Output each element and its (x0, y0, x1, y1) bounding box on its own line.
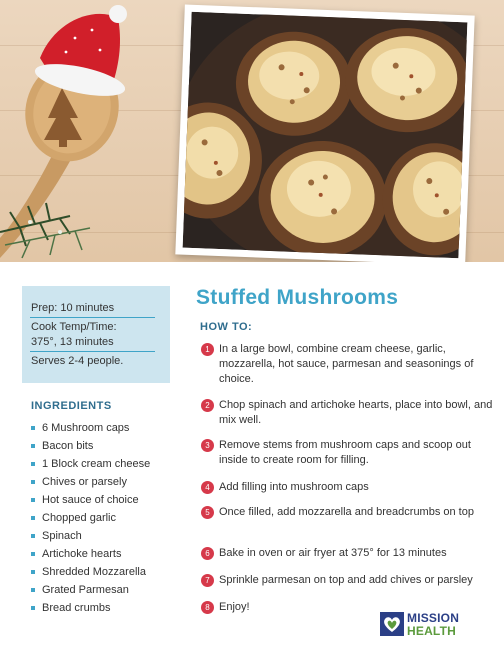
bullet-icon (31, 606, 35, 610)
ingredient-item (31, 511, 150, 529)
prep-time: Prep: 10 minutes (31, 302, 115, 314)
logo-text-mission: MISSION (407, 611, 460, 625)
bullet-icon (31, 570, 35, 574)
how-to-heading: HOW TO: (200, 321, 253, 333)
ingredient-text: Bacon bits (42, 440, 94, 452)
bullet-icon (31, 588, 35, 592)
ingredient-item (31, 547, 150, 565)
step-text: Once filled, add mozzarella and breadcrumbs on top (219, 506, 474, 518)
ingredient-text: Bread crumbs (42, 602, 111, 614)
hero-image (0, 0, 504, 262)
ingredient-text: Artichoke hearts (42, 548, 122, 560)
ingredient-text: Chopped garlic (42, 512, 116, 524)
step-text: Sprinkle parmesan on top and add chives or parsley (219, 574, 473, 586)
step-number-badge: 7 (201, 574, 214, 587)
ingredient-text: Spinach (42, 530, 82, 542)
info-divider (30, 351, 155, 352)
bullet-icon (31, 480, 35, 484)
step-text: Add filling into mushroom caps (219, 481, 369, 493)
step-number-badge: 3 (201, 439, 214, 452)
bullet-icon (31, 444, 35, 448)
ingredient-text: Chives or parsely (42, 476, 127, 488)
ingredient-text: Grated Parmesan (42, 584, 129, 596)
step-number-badge: 5 (201, 506, 214, 519)
ingredients-heading: INGREDIENTS (31, 400, 112, 412)
spoon-decoration (0, 0, 200, 262)
step-number-badge: 2 (201, 399, 214, 412)
step-number-badge: 4 (201, 481, 214, 494)
servings: Serves 2-4 people. (31, 355, 124, 367)
bullet-icon (31, 534, 35, 538)
ingredient-item (31, 421, 150, 439)
ingredient-item (31, 529, 150, 547)
step-text: Enjoy! (219, 601, 250, 613)
step-number-badge: 8 (201, 601, 214, 614)
ingredient-item (31, 601, 150, 619)
ingredient-item (31, 439, 150, 457)
heart-logo-icon (380, 612, 404, 636)
bullet-icon (31, 552, 35, 556)
step-number-badge: 6 (201, 547, 214, 560)
step-text: Remove stems from mushroom caps and scoop out inside to create room for filling. (219, 439, 471, 466)
ingredient-text: 6 Mushroom caps (42, 422, 130, 434)
recipe-info-box (22, 286, 170, 383)
step-text: In a large bowl, combine cream cheese, garlic, mozzarella, hot sauce, parmesan and seasonings of choice. (219, 343, 474, 385)
ingredient-item (31, 565, 150, 583)
step-text: Chop spinach and artichoke hearts, place into bowl, and mix well. (219, 399, 493, 426)
ingredient-text: Shredded Mozzarella (42, 566, 146, 578)
ingredient-text: 1 Block cream cheese (42, 458, 151, 470)
bullet-icon (31, 462, 35, 466)
ingredient-text: Hot sauce of choice (42, 494, 139, 506)
cook-temp-label: Cook Temp/Time: (31, 321, 117, 333)
step-number-badge: 1 (201, 343, 214, 356)
cook-temp-value: 375°, 13 minutes (31, 336, 114, 348)
info-divider (30, 317, 155, 318)
ingredients-list (31, 421, 150, 619)
logo-text-health: HEALTH (407, 624, 456, 638)
ingredient-item (31, 457, 150, 475)
ingredient-item (31, 475, 150, 493)
ingredient-item (31, 583, 150, 601)
step-text: Bake in oven or air fryer at 375° for 13 minutes (219, 547, 447, 559)
mushroom-photo (175, 5, 474, 262)
ingredient-item (31, 493, 150, 511)
recipe-title: Stuffed Mushrooms (196, 286, 399, 309)
bullet-icon (31, 498, 35, 502)
bullet-icon (31, 426, 35, 430)
bullet-icon (31, 516, 35, 520)
mission-health-logo (380, 610, 480, 640)
